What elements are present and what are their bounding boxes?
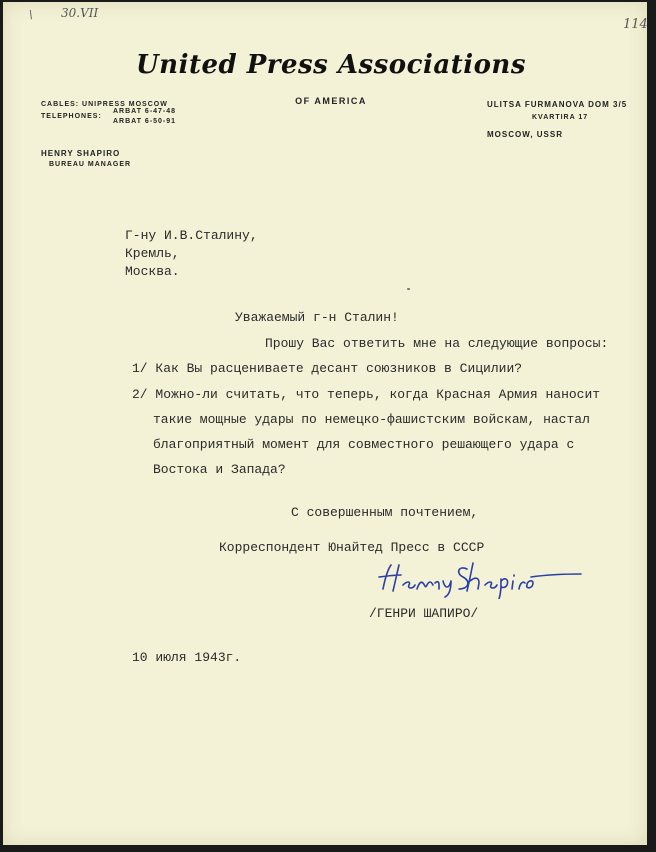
letter-page xyxy=(3,2,647,845)
question-2-line-1: 2/ Можно-ли считать, что теперь, когда Красная Армия наносит xyxy=(132,387,601,402)
question-1: 1/ Как Вы расцениваете десант союзников в Сицилии? xyxy=(132,361,523,376)
apartment-line: KVARTIRA 17 xyxy=(532,114,589,121)
addressee-line-2: Кремль, xyxy=(125,246,180,261)
ink-speck xyxy=(407,288,410,290)
pencil-date-note: 30.VII xyxy=(61,6,99,20)
closing: С совершенным почтением, xyxy=(291,505,479,520)
of-america-label: OF AMERICA xyxy=(295,96,367,106)
phone-number-2: ARBAT 6-50-91 xyxy=(113,118,177,125)
addressee-line-3: Москва. xyxy=(125,264,180,279)
printed-signatory-name: /ГЕНРИ ШАПИРО/ xyxy=(369,606,479,621)
city-line: MOSCOW, USSR xyxy=(487,130,564,139)
phone-number-1: ARBAT 6-47-48 xyxy=(113,108,177,115)
question-2-line-3: благоприятный момент для совместного решающего удара с xyxy=(153,437,575,452)
cables-line: CABLES: UNIPRESS MOSCOW xyxy=(41,101,168,108)
manager-name: HENRY SHAPIRO xyxy=(41,149,121,158)
letter-date: 10 июля 1943г. xyxy=(132,650,242,665)
sender-title: Корреспондент Юнайтед Пресс в СССР xyxy=(219,540,485,555)
manager-title: BUREAU MANAGER xyxy=(49,161,132,168)
question-2-line-2: такие мощные удары по немецко-фашистским войскам, настал xyxy=(153,412,590,427)
handwritten-signature xyxy=(375,559,585,599)
addressee-line-1: Г-ну И.В.Сталину, xyxy=(125,228,258,243)
question-2-line-4: Востока и Запада? xyxy=(153,462,286,477)
street-address: ULITSA FURMANOVA DOM 3/5 xyxy=(487,100,628,109)
pencil-tick-mark: \ xyxy=(29,8,33,21)
company-logo-title: United Press Associations xyxy=(136,50,526,80)
sheet-number: 114 xyxy=(623,17,648,32)
salutation: Уважаемый г-н Сталин! xyxy=(235,310,399,325)
telephones-label: TELEPHONES: xyxy=(41,113,102,120)
intro-sentence: Прошу Вас ответить мне на следующие вопросы: xyxy=(265,336,609,351)
